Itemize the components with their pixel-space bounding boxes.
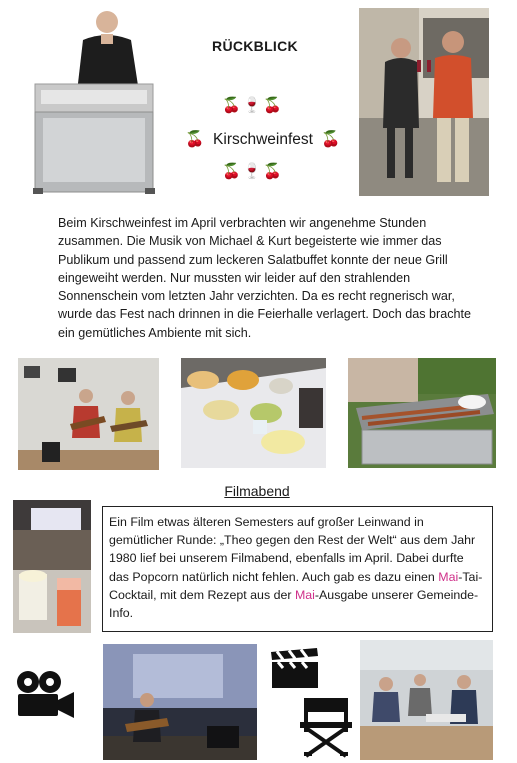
fest-title-line [178,130,348,149]
film-text-part1: Ein Film etwas älteren Semesters auf großer Leinwand in gemütlicher Runde: „Theo gegen den Rest der Welt“ aus dem Jahr 1980 lief bei unserem Filmabend, ebenfalls im April. Dabei durfte das Popcorn natürlich nicht fehlen. Auch gab es dazu einen [109,515,476,584]
photo-guitarist-projection [103,644,257,760]
film-text-part3: -Ausgabe unserer Gemeinde-Info. [109,587,479,621]
fest-title: Kirschweinfest [213,131,313,148]
cherry-icon-left: 🍒 [185,131,205,148]
photo-salad-buffet [181,358,326,468]
clapperboard-icon [269,646,321,690]
film-text-part2: -Tai-Cocktail, mit dem Rezept aus der [109,569,483,602]
film-camera-icon [14,668,76,722]
page-title: RÜCKBLICK [212,38,298,54]
photo-new-grill [348,358,496,468]
directors-chair-icon [298,696,354,758]
section-title-filmabend: Filmabend [224,483,290,499]
intro-paragraph: Beim Kirschweinfest im April verbrachten wir angenehme Stunden zusammen. Die Musik von Michael & Kurt begeisterte wie immer das Publikum und passend zum leckeren Salatbuffet konnte der neue Grill eingeweiht werden. Nur mussten wir leider auf den strahlenden Sonnenschein vom letzten Jahr verzichten. Da es recht regnerisch war, wurde das Fest nach drinnen in die Feierhalle verlagert. Doch das brachte ein gemütliches Ambiente mit sich. [58,216,472,340]
photo-couple-toasting [359,8,489,196]
cherry-wine-emoji-row-bottom: 🍒🍷🍒 [222,163,285,180]
cherry-wine-emoji-row-top: 🍒🍷🍒 [222,97,285,114]
photo-musicians [18,358,159,470]
photo-popcorn-cocktail [13,500,91,633]
film-highlight-mai-1: Mai [438,569,459,584]
photo-audience [360,640,493,760]
photo-man-at-grill [31,6,161,194]
film-highlight-mai-2: Mai [294,587,315,602]
film-description-box [102,506,493,632]
cherry-icon-right: 🍒 [321,131,341,148]
